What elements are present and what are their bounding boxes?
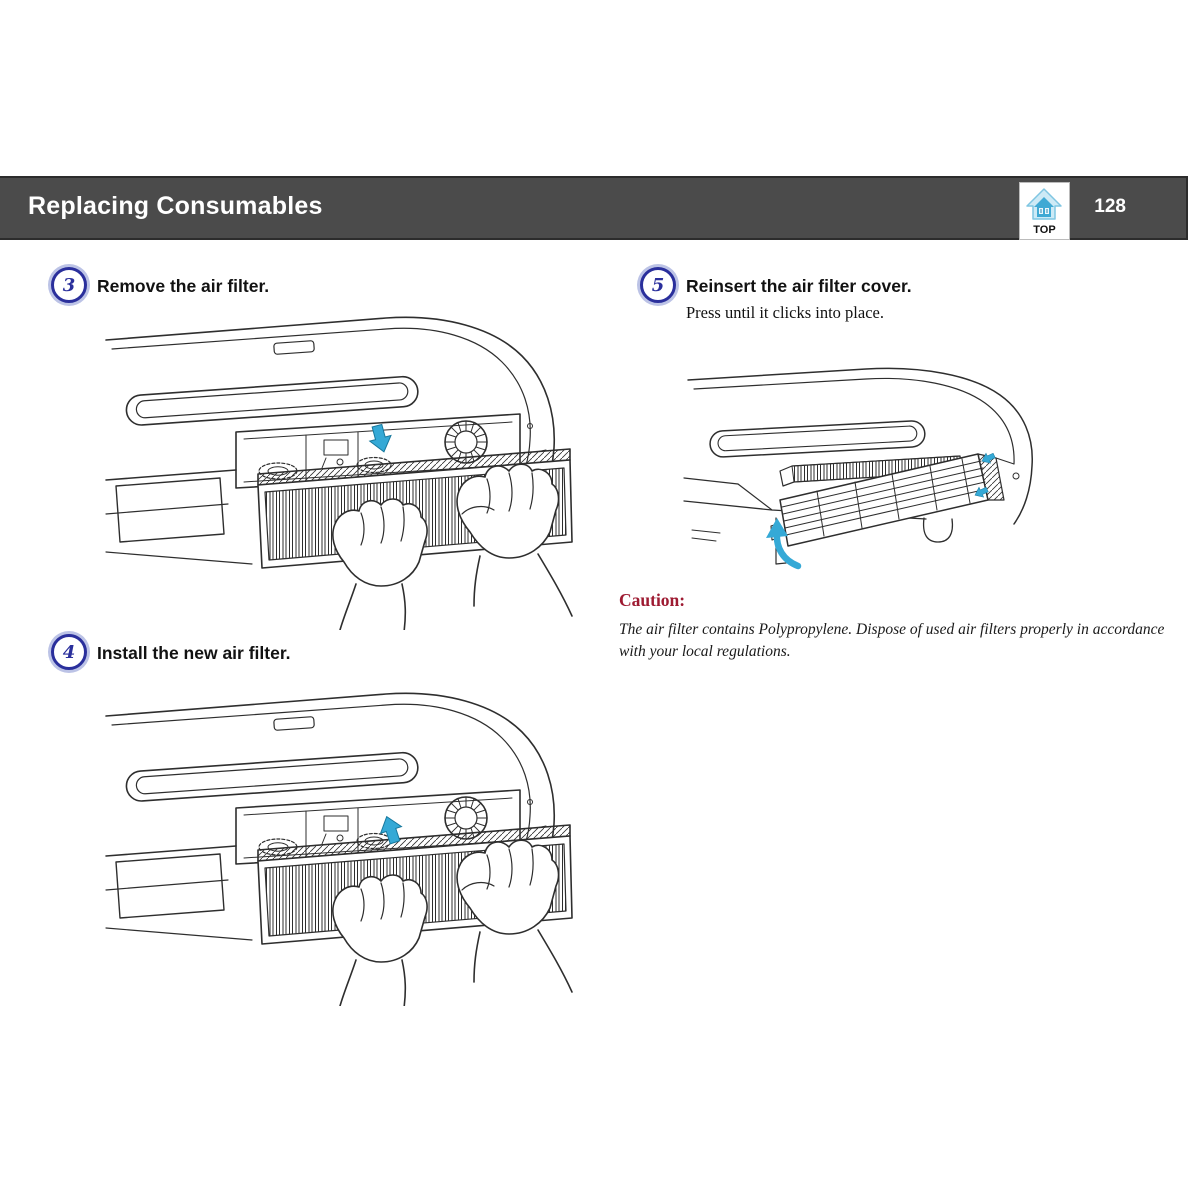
header-bar: [0, 176, 1188, 240]
step-3-title: Remove the air filter.: [97, 276, 270, 296]
page-number: 128: [1094, 196, 1126, 217]
step-5-title: Reinsert the air filter cover.: [686, 276, 912, 296]
step-4-title: Install the new air filter.: [97, 643, 291, 663]
illustration-install-air-filter: [100, 678, 620, 1006]
home-top-icon: [1024, 184, 1064, 224]
step-5-number: 5: [651, 274, 665, 296]
caution-text: The air filter contains Polypropylene. Dispose of used air filters properly in accordance with your local regulations.: [619, 621, 1165, 661]
top-button-label: TOP: [1033, 224, 1056, 236]
caution-label: Caution:: [619, 590, 686, 610]
step-5-subtitle: Press until it clicks into place.: [686, 303, 884, 322]
arrow-down-icon: [366, 423, 394, 455]
step-3-badge: [51, 267, 87, 303]
step-4-badge: [51, 634, 87, 670]
illustration-reinsert-filter-cover: [680, 358, 1080, 590]
top-button[interactable]: [1019, 182, 1070, 240]
illustration-remove-air-filter: [100, 302, 620, 630]
step-4-number: 4: [62, 641, 76, 663]
page-title: Replacing Consumables: [28, 192, 323, 220]
step-5-badge: [640, 267, 676, 303]
step-3-number: 3: [62, 274, 76, 296]
